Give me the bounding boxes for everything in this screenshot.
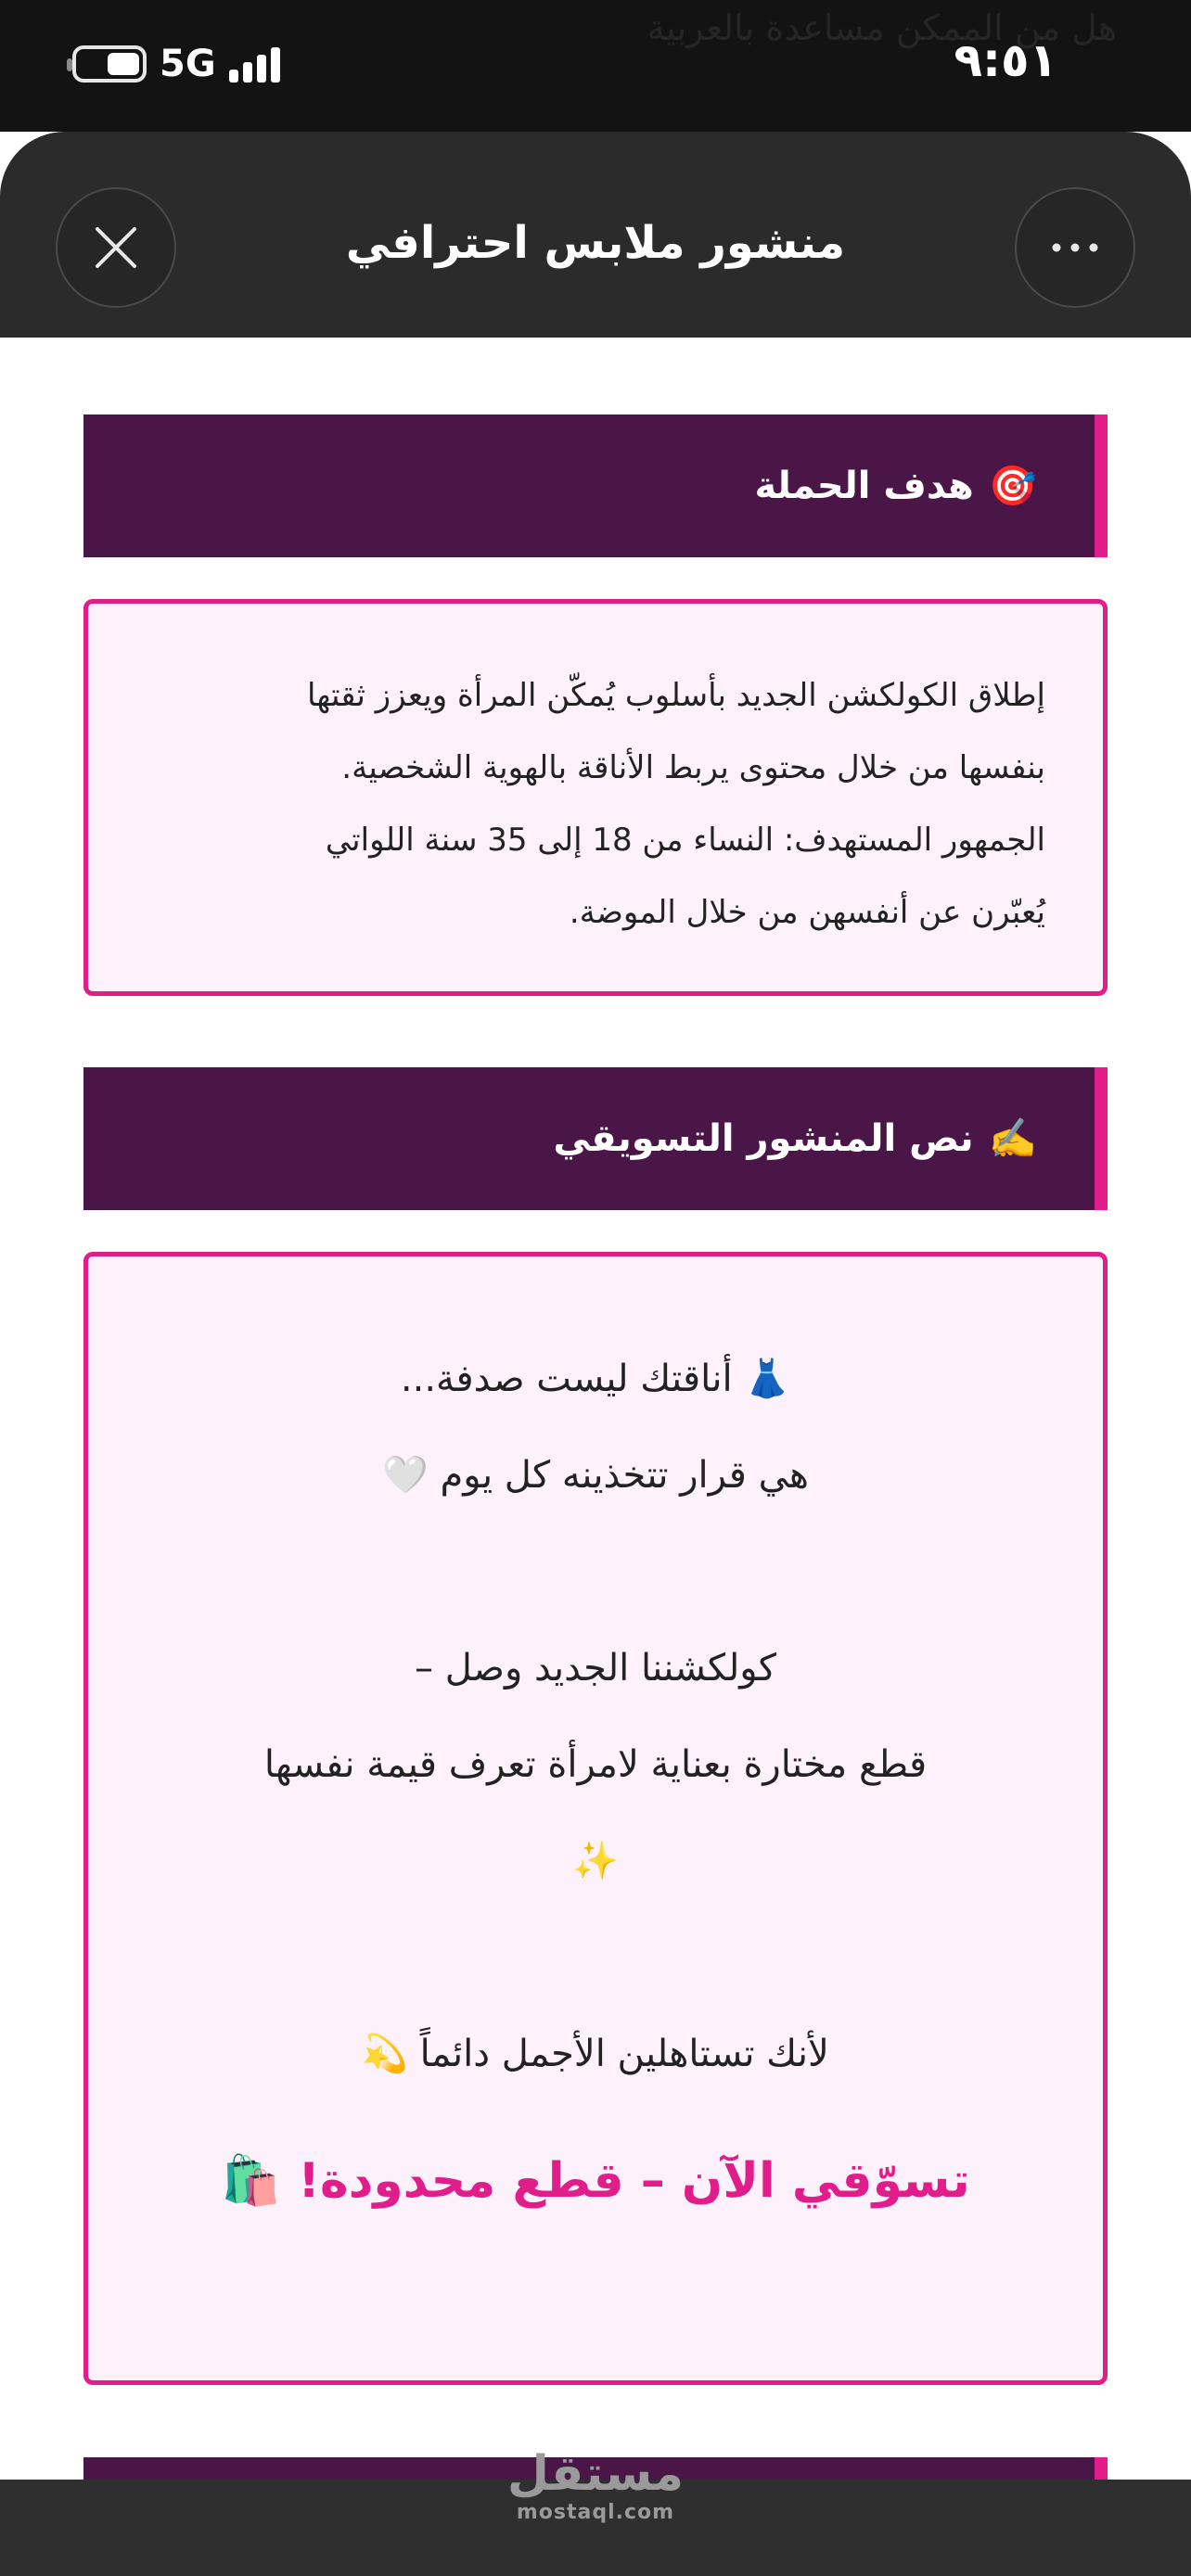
watermark-domain: mostaql.com xyxy=(516,2501,675,2524)
more-options-button[interactable] xyxy=(1015,187,1135,308)
sparkles-line: ✨ xyxy=(572,1840,619,1882)
signal-icon xyxy=(229,45,280,83)
status-time: ٩:٥١ xyxy=(954,33,1057,87)
section-heading-marketing-post xyxy=(83,1067,1108,1210)
post-line: لأنك تستاهلين الأجمل دائماً 💫 xyxy=(362,2033,829,2075)
call-to-action: تسوّقي الآن – قطع محدودة! 🛍️ xyxy=(221,2153,970,2209)
post-line: كولكشننا الجديد وصل – xyxy=(415,1647,776,1690)
post-line: قطع مختارة بعناية لامرأة تعرف قيمة نفسها xyxy=(263,1743,928,1786)
battery-level xyxy=(108,53,139,75)
watermark-logo-text: مستقل xyxy=(506,2446,685,2502)
target-icon: 🎯 xyxy=(988,463,1037,508)
sheet-header xyxy=(0,132,1191,338)
watermark xyxy=(0,2448,1191,2526)
marketing-post-card xyxy=(83,1252,1108,2385)
status-bar xyxy=(0,0,1191,132)
section-heading-campaign-goal xyxy=(83,414,1108,557)
goal-line: يُعبّرن عن أنفسهن من خلال الموضة. xyxy=(569,894,1045,931)
section-title: هدف الحملة xyxy=(754,465,974,507)
page-title: منشور ملابس احترافي xyxy=(345,217,846,269)
status-background-text: هل من الممكن مساعدة بالعربية xyxy=(647,7,1117,48)
goal-line: الجمهور المستهدف: النساء من 18 إلى 35 سنة اللواتي xyxy=(325,822,1045,859)
goal-line: إطلاق الكولكشن الجديد بأسلوب يُمكّن المرأة ويعزز ثقتها xyxy=(306,677,1045,714)
post-line-blank xyxy=(88,1909,1103,2006)
section-title: نص المنشور التسويقي xyxy=(553,1117,974,1160)
more-horizontal-icon xyxy=(1047,240,1103,255)
writing-hand-icon: ✍️ xyxy=(988,1116,1037,1161)
goal-line: بنفسها من خلال محتوى يربط الأناقة بالهوية الشخصية. xyxy=(341,749,1045,786)
post-line: هي قرار تتخذينه كل يوم 🤍 xyxy=(382,1454,809,1497)
status-indicators xyxy=(72,43,280,85)
battery-icon xyxy=(72,45,147,83)
post-line-blank xyxy=(88,1524,1103,1620)
network-label: 5G xyxy=(160,43,216,85)
post-line: 👗 أناقتك ليست صدفة... xyxy=(400,1358,791,1400)
campaign-goal-card xyxy=(83,599,1108,996)
content-area xyxy=(0,338,1191,2480)
